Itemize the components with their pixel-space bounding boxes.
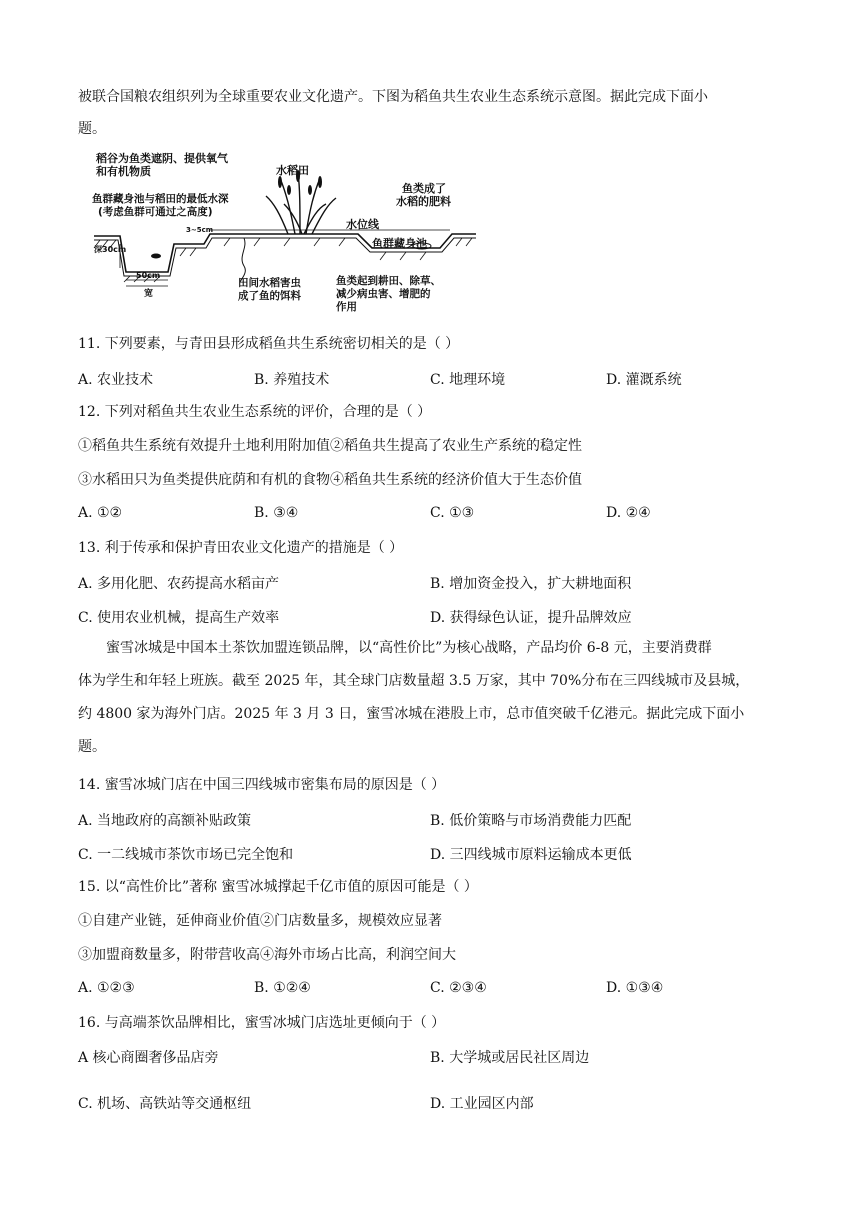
q12-option-b[interactable]: B. ③④ [254,505,299,521]
intro-line: 题。 [78,739,106,755]
q12-statement: ③水稻田只为鱼类提供庇荫和有机的食物④稻鱼共生系统的经济价值大于生态价值 [78,472,582,488]
q16-option-d[interactable]: D. 工业园区内部 [430,1096,534,1112]
intro-line: 被联合国粮农组织列为全球重要农业文化遗产。下图为稻鱼共生农业生态系统示意图。据此完成下面小 [78,89,708,105]
q16-option-c[interactable]: C. 机场、高铁站等交通枢纽 [78,1096,252,1112]
q12-option-d[interactable]: D. ②④ [606,505,651,521]
q12-option-c[interactable]: C. ①③ [430,505,475,521]
label-depth: 鱼群藏身池与稻田的最低水深 [92,193,229,205]
intro-line: 题。 [78,121,106,137]
intro-line: 蜜雪冰城是中国本土茶饮加盟连锁品牌，以“高性价比”为核心战略，产品均价 6-8 元，主要消费群 [106,640,712,656]
label-pests: 田间水稻害虫 [238,277,301,289]
label-role: 作用 [336,301,357,313]
label-role: 减少病虫害、增肥的 [336,288,431,300]
q15-statement: ③加盟商数量多，附带营收高④海外市场占比高，利润空间大 [78,947,456,963]
q15-option-d[interactable]: D. ①③④ [606,980,664,996]
q14-option-b[interactable]: B. 低价策略与市场消费能力匹配 [430,813,632,829]
label-fertilizer: 鱼类成了 [402,182,446,195]
label-depth: (考虑鱼群可通过之高度) [98,206,213,218]
q16-option-b[interactable]: B. 大学城或居民社区周边 [430,1050,590,1066]
label-role: 鱼类起到耕田、除草、 [336,275,441,287]
question-16-stem: 16. 与高端茶饮品牌相比，蜜雪冰城门店选址更倾向于（ ） [78,1015,446,1031]
label-pests: 成了鱼的饵料 [238,290,301,302]
question-11-stem: 11. 下列要素，与青田县形成稻鱼共生系统密切相关的是（ ） [78,336,460,352]
label-field: 水稻田 [276,164,309,177]
intro-line: 约 4800 家为海外门店。2025 年 3 月 3 日，蜜雪冰城在港股上市，总市值突破千亿港元。据此完成下面小 [78,706,745,722]
q15-option-b[interactable]: B. ①②④ [254,980,311,996]
label-watermark: 水位线 [346,218,379,231]
label-width: 宽 [144,289,154,299]
label-shade: 和有机物质 [96,165,151,178]
q13-option-b[interactable]: B. 增加资金投入，扩大耕地面积 [430,576,632,592]
q11-option-b[interactable]: B. 养殖技术 [254,372,330,388]
intro-line: 体为学生和年轻上班族。截至 2025 年，其全球门店数量超 3.5 万家，其中 70%分布在三四线城市及县城， [78,673,750,689]
q11-option-d[interactable]: D. 灌溉系统 [606,372,682,388]
q16-option-a[interactable]: A 核心商圈奢侈品店旁 [78,1050,219,1066]
label-fertilizer: 水稻的肥料 [396,195,451,208]
label-pond: 鱼群藏身池 [372,237,427,250]
q11-option-a[interactable]: A. 农业技术 [78,372,154,388]
question-13-stem: 13. 利于传承和保护青田农业文化遗产的措施是（ ） [78,540,404,556]
question-14-stem: 14. 蜜雪冰城门店在中国三四线城市密集布局的原因是（ ） [78,777,446,793]
q14-option-d[interactable]: D. 三四线城市原料运输成本更低 [430,847,632,863]
q13-option-a[interactable]: A. 多用化肥、农药提高水稻亩产 [78,576,280,592]
label-3-5cm: 3~5cm [186,226,214,234]
label-shade: 稻谷为鱼类遮阴、提供氧气 [96,152,228,165]
label-width-50: 50cm [136,271,161,280]
q12-option-a[interactable]: A. ①② [78,505,123,521]
q15-option-c[interactable]: C. ②③④ [430,980,487,996]
q14-option-a[interactable]: A. 当地政府的高额补贴政策 [78,813,252,829]
rice-fish-diagram [90,148,480,323]
q15-option-a[interactable]: A. ①②③ [78,980,135,996]
q12-statement: ①稻鱼共生系统有效提升土地利用附加值②稻鱼共生提高了农业生产系统的稳定性 [78,438,582,454]
q11-option-c[interactable]: C. 地理环境 [430,372,506,388]
label-depth-30: 深30cm [94,245,127,254]
question-15-stem: 15. 以“高性价比”著称 蜜雪冰城撑起千亿市值的原因可能是（ ） [78,879,478,895]
q13-option-d[interactable]: D. 获得绿色认证，提升品牌效应 [430,610,632,626]
q13-option-c[interactable]: C. 使用农业机械，提高生产效率 [78,610,280,626]
q14-option-c[interactable]: C. 一二线城市茶饮市场已完全饱和 [78,847,294,863]
question-12-stem: 12. 下列对稻鱼共生农业生态系统的评价，合理的是（ ） [78,404,432,420]
q15-statement: ①自建产业链，延伸商业价值②门店数量多，规模效应显著 [78,913,442,929]
